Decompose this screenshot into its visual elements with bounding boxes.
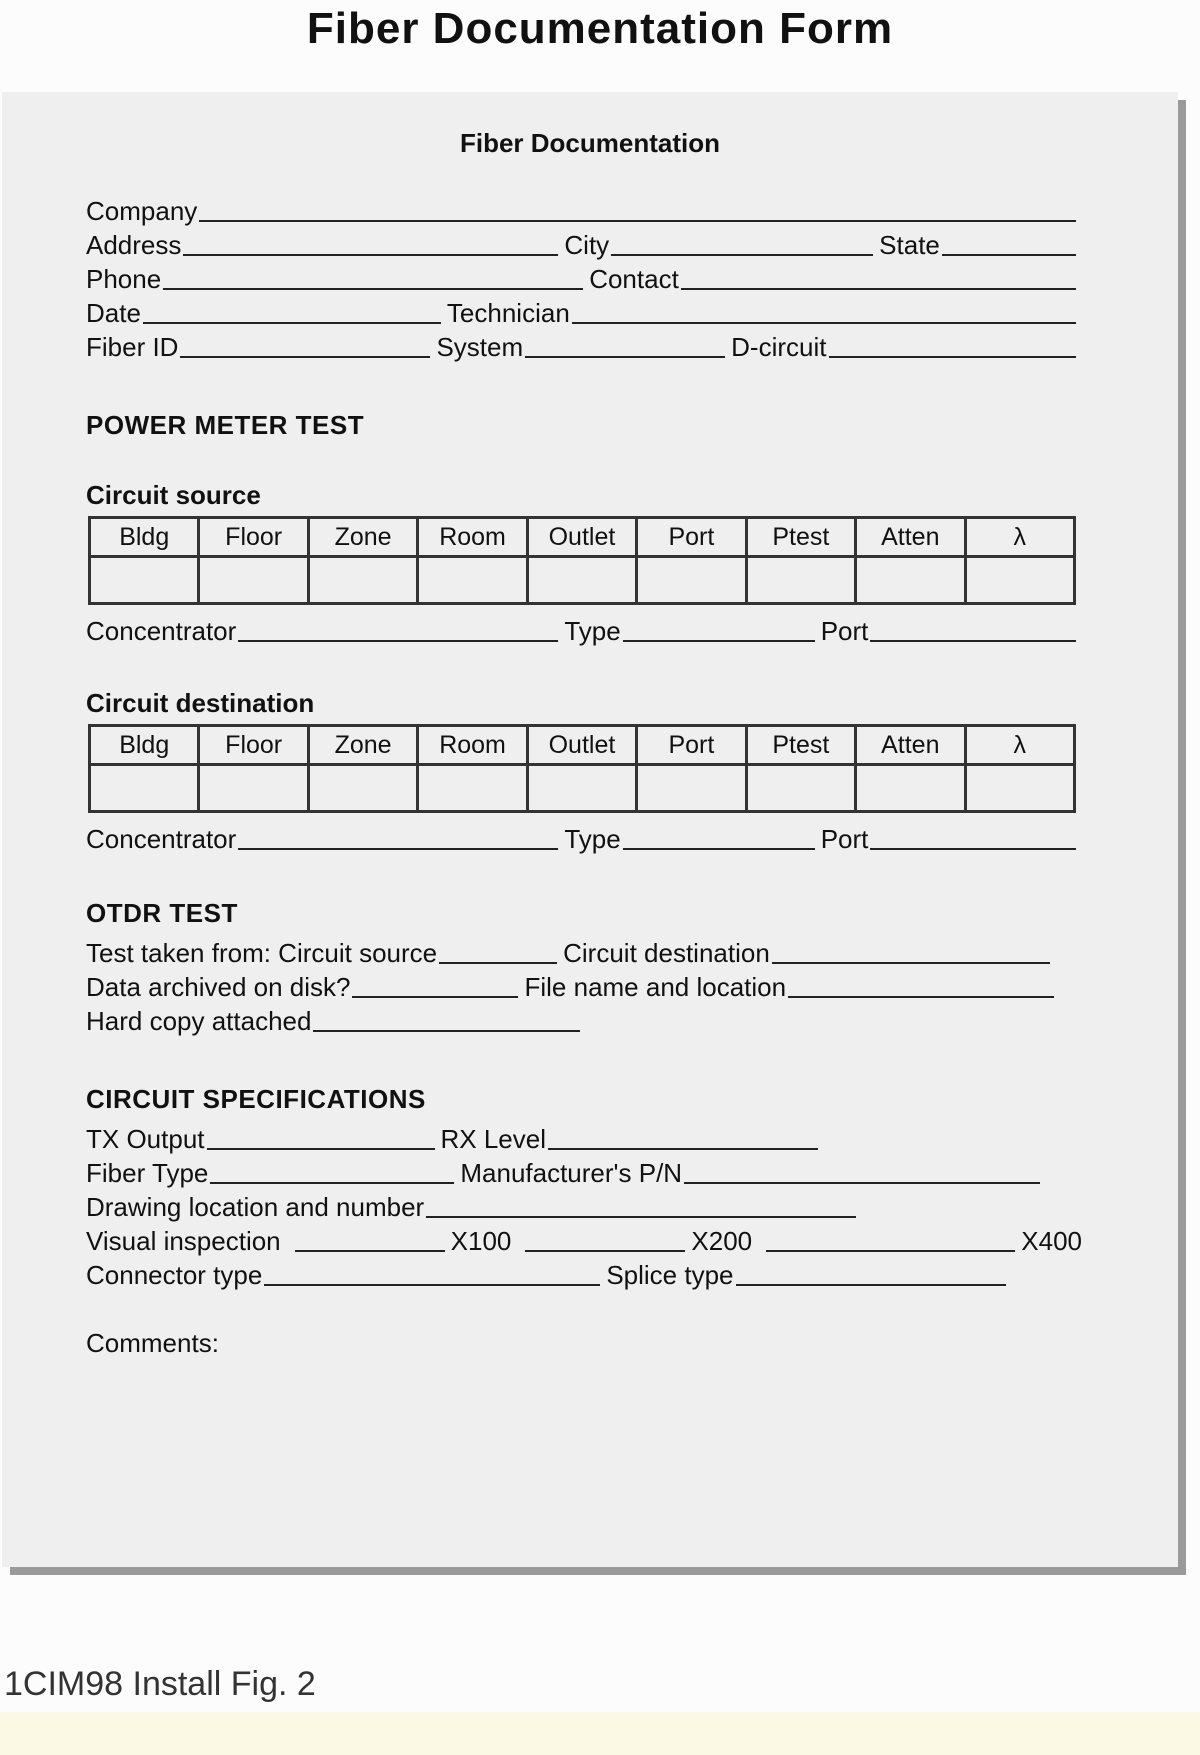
company-field[interactable] — [199, 219, 1076, 222]
data-archived-field[interactable] — [352, 995, 518, 998]
fiber-type-label: Fiber Type — [86, 1158, 209, 1188]
state-field[interactable] — [942, 253, 1076, 256]
test-taken-label: Test taken from: Circuit source — [86, 938, 438, 968]
col-floor: Floor — [199, 726, 308, 765]
connector-type-label: Connector type — [86, 1260, 263, 1290]
cell-lambda[interactable] — [965, 557, 1075, 604]
circuit-specs-heading: CIRCUIT SPECIFICATIONS — [86, 1084, 426, 1114]
drawing-row — [86, 1188, 862, 1222]
destination-type-field[interactable] — [623, 847, 815, 850]
cell-atten[interactable] — [856, 557, 965, 604]
destination-port-field[interactable] — [870, 847, 1076, 850]
cell-zone[interactable] — [308, 557, 417, 604]
source-type-field[interactable] — [623, 639, 815, 642]
contact-label: Contact — [589, 264, 679, 294]
col-room: Room — [418, 726, 527, 765]
fiber-id-row — [86, 328, 1082, 362]
drawing-field[interactable] — [426, 1215, 856, 1218]
city-field[interactable] — [611, 253, 873, 256]
col-room: Room — [418, 518, 527, 557]
cell-port[interactable] — [637, 557, 746, 604]
bottom-strip — [0, 1712, 1200, 1755]
drawing-label: Drawing location and number — [86, 1192, 425, 1222]
concentrator-label: Concentrator — [86, 616, 237, 646]
manufacturer-pn-field[interactable] — [684, 1181, 1040, 1184]
cell-outlet[interactable] — [527, 557, 636, 604]
destination-concentrator-field[interactable] — [238, 847, 558, 850]
d-circuit-field[interactable] — [829, 355, 1077, 358]
circuit-source-table — [88, 516, 1076, 605]
file-name-field[interactable] — [788, 995, 1054, 998]
company-row — [86, 192, 1082, 226]
system-label: System — [436, 332, 524, 362]
x400-label: X400 — [1021, 1226, 1082, 1256]
test-taken-field[interactable] — [439, 961, 557, 964]
connector-splice-row — [86, 1256, 1012, 1290]
contact-field[interactable] — [681, 287, 1076, 290]
col-bldg: Bldg — [90, 726, 199, 765]
connector-type-field[interactable] — [264, 1283, 600, 1286]
d-circuit-label: D-circuit — [731, 332, 827, 362]
cell-floor[interactable] — [199, 765, 308, 812]
x200-label: X200 — [691, 1226, 753, 1256]
cell-port[interactable] — [637, 765, 746, 812]
phone-field[interactable] — [163, 287, 583, 290]
visual-inspection-row — [86, 1222, 1082, 1256]
fiber-id-label: Fiber ID — [86, 332, 179, 362]
cell-ptest[interactable] — [746, 765, 855, 812]
fiber-type-row — [86, 1154, 1046, 1188]
x100-label: X100 — [450, 1226, 512, 1256]
circuit-destination-otdr-field[interactable] — [772, 961, 1050, 964]
col-ptest: Ptest — [746, 726, 855, 765]
otdr-test-taken-row — [86, 934, 1056, 968]
data-archived-label: Data archived on disk? — [86, 972, 351, 1002]
hard-copy-field[interactable] — [313, 1029, 580, 1032]
date-field[interactable] — [143, 321, 441, 324]
rx-level-label: RX Level — [440, 1124, 546, 1154]
form-title: Fiber Documentation — [459, 128, 720, 158]
manufacturer-pn-label: Manufacturer's P/N — [460, 1158, 683, 1188]
fiber-id-field[interactable] — [180, 355, 430, 358]
cell-atten[interactable] — [856, 765, 965, 812]
table-header-row — [90, 726, 1075, 765]
table-row — [90, 765, 1075, 812]
source-concentrator-row — [86, 612, 1082, 646]
file-name-label: File name and location — [524, 972, 787, 1002]
date-row — [86, 294, 1082, 328]
power-meter-heading: POWER METER TEST — [86, 410, 365, 440]
address-field[interactable] — [183, 253, 558, 256]
splice-type-label: Splice type — [606, 1260, 734, 1290]
col-atten: Atten — [856, 726, 965, 765]
tx-output-label: TX Output — [86, 1124, 205, 1154]
page-title: Fiber Documentation Form — [306, 4, 894, 53]
cell-floor[interactable] — [199, 557, 308, 604]
col-port: Port — [637, 726, 746, 765]
col-outlet: Outlet — [527, 518, 636, 557]
cell-room[interactable] — [418, 557, 527, 604]
otdr-hard-copy-row — [86, 1002, 586, 1036]
table-row — [90, 557, 1075, 604]
rx-level-field[interactable] — [548, 1147, 818, 1150]
address-label: Address — [86, 230, 182, 260]
hard-copy-label: Hard copy attached — [86, 1006, 312, 1036]
port-label: Port — [820, 824, 869, 854]
figure-caption: 1CIM98 Install Fig. 2 — [4, 1665, 316, 1703]
col-zone: Zone — [308, 518, 417, 557]
system-field[interactable] — [525, 355, 725, 358]
cell-bldg[interactable] — [90, 557, 199, 604]
form-sheet — [2, 92, 1178, 1567]
cell-ptest[interactable] — [746, 557, 855, 604]
concentrator-label: Concentrator — [86, 824, 237, 854]
address-row — [86, 226, 1082, 260]
city-label: City — [564, 230, 610, 260]
otdr-heading: OTDR TEST — [86, 898, 238, 928]
x400-field[interactable] — [766, 1249, 1015, 1252]
col-floor: Floor — [199, 518, 308, 557]
company-label: Company — [86, 196, 198, 226]
otdr-archived-row — [86, 968, 1060, 1002]
date-label: Date — [86, 298, 141, 328]
splice-type-field[interactable] — [736, 1283, 1006, 1286]
cell-lambda[interactable] — [965, 765, 1075, 812]
col-port: Port — [637, 518, 746, 557]
phone-label: Phone — [86, 264, 162, 294]
table-header-row — [90, 518, 1075, 557]
cell-room[interactable] — [418, 765, 527, 812]
source-concentrator-field[interactable] — [238, 639, 558, 642]
cell-bldg[interactable] — [90, 765, 199, 812]
type-label: Type — [564, 824, 621, 854]
cell-outlet[interactable] — [527, 765, 636, 812]
circuit-destination-label: Circuit destination — [86, 688, 315, 718]
col-lambda: λ — [965, 518, 1075, 557]
circuit-source-label: Circuit source — [86, 480, 261, 510]
circuit-destination-otdr-label: Circuit destination — [563, 938, 770, 968]
col-ptest: Ptest — [746, 518, 855, 557]
fiber-type-field[interactable] — [210, 1181, 454, 1184]
source-port-field[interactable] — [870, 639, 1076, 642]
destination-concentrator-row — [86, 820, 1082, 854]
cell-zone[interactable] — [308, 765, 417, 812]
x200-field[interactable] — [525, 1249, 685, 1252]
col-lambda: λ — [965, 726, 1075, 765]
visual-inspection-label: Visual inspection — [86, 1226, 281, 1256]
port-label: Port — [820, 616, 869, 646]
tx-output-field[interactable] — [207, 1147, 435, 1150]
type-label: Type — [564, 616, 621, 646]
tx-rx-row — [86, 1120, 824, 1154]
comments-label: Comments: — [86, 1328, 219, 1358]
x100-field[interactable] — [295, 1249, 445, 1252]
technician-field[interactable] — [572, 321, 1076, 324]
phone-row — [86, 260, 1082, 294]
technician-label: Technician — [446, 298, 570, 328]
col-zone: Zone — [308, 726, 417, 765]
comments-row — [86, 1324, 1082, 1358]
col-atten: Atten — [856, 518, 965, 557]
circuit-destination-table — [88, 724, 1076, 813]
state-label: State — [879, 230, 940, 260]
col-bldg: Bldg — [90, 518, 199, 557]
col-outlet: Outlet — [527, 726, 636, 765]
